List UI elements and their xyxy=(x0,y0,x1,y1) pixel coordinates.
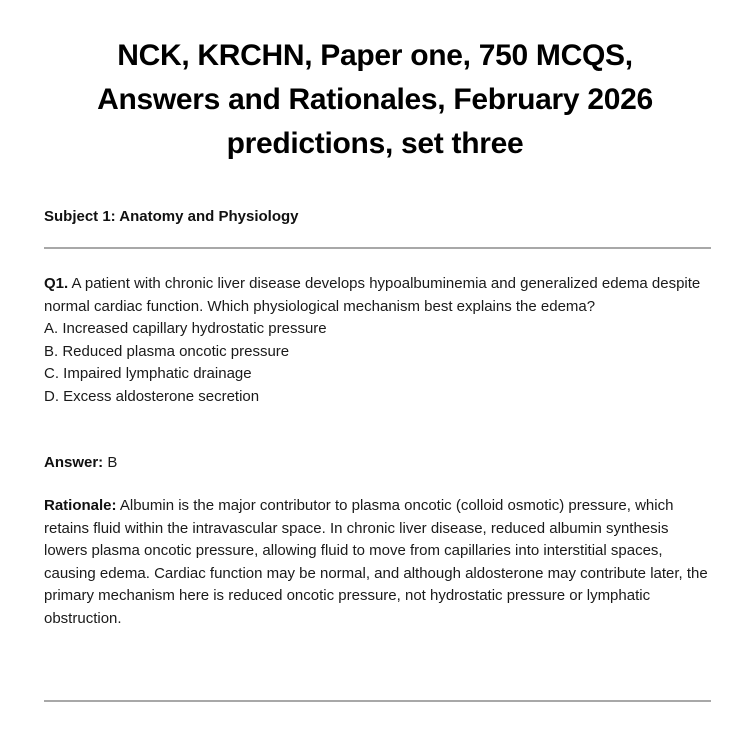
title-line-2: Answers and Rationales, February 2026 xyxy=(97,83,653,116)
document-title xyxy=(0,34,750,166)
rationale-block xyxy=(44,495,712,631)
divider-top xyxy=(44,247,711,249)
option-a: A. Increased capillary hydrostatic pressure xyxy=(44,320,327,338)
rationale-label: Rationale: xyxy=(44,497,117,514)
question-number: Q1. xyxy=(44,275,69,292)
option-b: B. Reduced plasma oncotic pressure xyxy=(44,342,290,360)
answer-line xyxy=(44,452,714,475)
title-line-3: predictions, set three xyxy=(226,127,524,160)
question-stem xyxy=(44,273,714,318)
rationale-text: Albumin is the major contributor to plasma oncotic (colloid osmotic) pressure, which retains fluid within the intravascular space. In chronic liver disease, reduced albumin synthesis lowers plasma oncotic pressure, allowing fluid to move from capillaries into interstitial spaces, causing edema. Cardiac function may be normal, and although aldosterone may contribute later, the primary mechanism here is reduced oncotic pressure, not hydrostatic pressure or lymphatic obstruction. xyxy=(44,497,708,627)
title-line-1: NCK, KRCHN, Paper one, 750 MCQS, xyxy=(117,39,633,72)
answer-label: Answer: xyxy=(44,454,104,471)
question-q1 xyxy=(44,273,714,409)
divider-bottom xyxy=(44,700,711,702)
question-stem-text: A patient with chronic liver disease develops hypoalbuminemia and generalized edema despite normal cardiac function. Which physiological mechanism best explains the edema? xyxy=(44,275,701,315)
subject-heading: Subject 1: Anatomy and Physiology xyxy=(44,208,299,225)
option-d: D. Excess aldosterone secretion xyxy=(44,387,260,405)
answer-value: B xyxy=(107,454,118,471)
option-c: C. Impaired lymphatic drainage xyxy=(44,365,252,383)
